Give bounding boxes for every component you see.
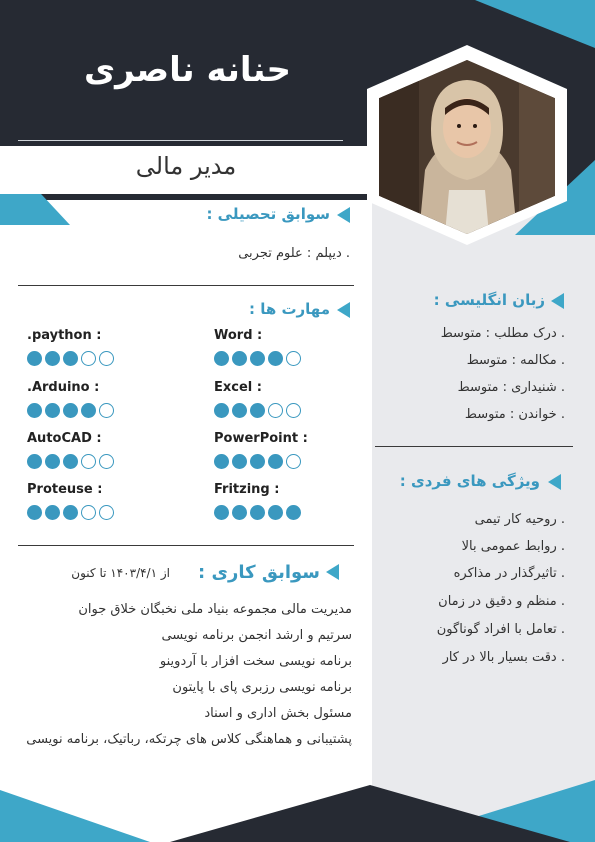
- skill-label: Excel :: [214, 380, 262, 395]
- triangle-left-icon: [326, 564, 339, 580]
- skill-rating: [214, 351, 301, 366]
- rating-dot-filled: [232, 403, 247, 418]
- triangle-left-icon: [548, 474, 561, 490]
- rating-dot-empty: [286, 351, 301, 366]
- rating-dot-filled: [45, 403, 60, 418]
- rating-dot-filled: [45, 505, 60, 520]
- job-title: مدیر مالی: [135, 152, 237, 180]
- rating-dot-filled: [27, 454, 42, 469]
- rating-dot-filled: [214, 454, 229, 469]
- rating-dot-filled: [214, 403, 229, 418]
- rating-dot-filled: [232, 505, 247, 520]
- rating-dot-filled: [232, 454, 247, 469]
- trait-item: . روحیه کار تیمی: [474, 512, 565, 527]
- experience-item: برنامه نویسی رزبری پای با پایتون: [172, 680, 352, 695]
- skill-label: PowerPoint :: [214, 431, 308, 446]
- trait-item: . منظم و دقیق در زمان: [438, 594, 565, 609]
- experience-date: از ۱۴۰۳/۴/۱ تا کنون: [71, 566, 170, 580]
- rating-dot-empty: [99, 351, 114, 366]
- triangle-left-icon: [337, 302, 350, 318]
- rating-dot-filled: [250, 505, 265, 520]
- skill-item: [214, 380, 301, 418]
- rating-dot-filled: [27, 505, 42, 520]
- skill-rating: [214, 403, 301, 418]
- triangle-left-icon: [551, 293, 564, 309]
- skill-item: [214, 482, 301, 520]
- rating-dot-filled: [81, 403, 96, 418]
- skill-item: [27, 380, 114, 418]
- rating-dot-filled: [63, 505, 78, 520]
- rating-dot-filled: [45, 351, 60, 366]
- english-item: . خواندن : متوسط: [464, 407, 565, 422]
- rating-dot-filled: [214, 351, 229, 366]
- skill-item: [27, 328, 114, 366]
- rating-dot-filled: [250, 454, 265, 469]
- header-corner-accent: [475, 0, 595, 48]
- traits-title: ویژگی های فردی :: [399, 472, 540, 490]
- rating-dot-empty: [286, 454, 301, 469]
- skill-label: Fritzing :: [214, 482, 280, 497]
- rating-dot-filled: [232, 351, 247, 366]
- rating-dot-filled: [63, 454, 78, 469]
- experience-title: سوابق کاری :: [198, 562, 320, 583]
- education-item: . دیپلم : علوم تجربی: [238, 246, 350, 261]
- trait-item: . دقت بسیار بالا در کار: [442, 650, 565, 665]
- experience-item: مسئول بخش اداری و اسناد: [204, 706, 352, 721]
- bottom-dark-shape: [170, 785, 570, 842]
- rating-dot-filled: [63, 351, 78, 366]
- skill-item: [214, 431, 308, 469]
- section-divider: [375, 446, 573, 447]
- skill-rating: [27, 454, 114, 469]
- rating-dot-empty: [99, 403, 114, 418]
- skill-rating: [27, 403, 114, 418]
- skill-item: [27, 431, 114, 469]
- rating-dot-empty: [99, 505, 114, 520]
- rating-dot-filled: [45, 454, 60, 469]
- skill-rating: [214, 505, 301, 520]
- education-title: سوابق تحصیلی :: [206, 205, 330, 223]
- skill-rating: [27, 505, 114, 520]
- skill-rating: [27, 351, 114, 366]
- section-divider: [18, 545, 354, 546]
- english-item: . شنیداری : متوسط: [457, 380, 565, 395]
- rating-dot-filled: [268, 454, 283, 469]
- rating-dot-empty: [81, 505, 96, 520]
- rating-dot-filled: [250, 351, 265, 366]
- skill-label: .paython :: [27, 328, 102, 343]
- skill-rating: [214, 454, 308, 469]
- skill-label: Word :: [214, 328, 263, 343]
- skills-title: مهارت ها :: [248, 300, 330, 318]
- rating-dot-filled: [214, 505, 229, 520]
- experience-item: مدیریت مالی مجموعه بنیاد ملی نخبگان خلاق جوان: [78, 602, 352, 617]
- rating-dot-empty: [286, 403, 301, 418]
- english-title: زبان انگلیسی :: [433, 291, 545, 309]
- english-item: . درک مطلب : متوسط: [440, 326, 565, 341]
- section-divider: [18, 285, 354, 286]
- rating-dot-empty: [268, 403, 283, 418]
- skill-label: Proteuse :: [27, 482, 103, 497]
- skill-label: .Arduino :: [27, 380, 100, 395]
- rating-dot-filled: [268, 505, 283, 520]
- trait-item: . روابط عمومی بالا: [461, 539, 565, 554]
- rating-dot-filled: [268, 351, 283, 366]
- rating-dot-filled: [27, 351, 42, 366]
- skill-item: [27, 482, 114, 520]
- english-item: . مکالمه : متوسط: [466, 353, 565, 368]
- skill-label: AutoCAD :: [27, 431, 102, 446]
- trait-item: . تاثیرگذار در مذاکره: [453, 566, 565, 581]
- candidate-name: حنانه ناصری: [83, 50, 292, 90]
- experience-item: برنامه نویسی سخت افزار با آردوینو: [159, 654, 352, 669]
- rating-dot-filled: [286, 505, 301, 520]
- rating-dot-filled: [250, 403, 265, 418]
- rating-dot-empty: [81, 351, 96, 366]
- trait-item: . تعامل با افراد گوناگون: [436, 622, 565, 637]
- rating-dot-empty: [99, 454, 114, 469]
- triangle-left-icon: [337, 207, 350, 223]
- rating-dot-filled: [63, 403, 78, 418]
- experience-item: سرتیم و ارشد انجمن برنامه نویسی: [161, 628, 352, 643]
- rating-dot-empty: [81, 454, 96, 469]
- skill-item: [214, 328, 301, 366]
- bottom-left-accent: [0, 790, 150, 842]
- experience-item: پشتیبانی و هماهنگی کلاس های چرتکه، رباتیک، برنامه نویسی: [26, 732, 352, 747]
- header-divider: [18, 140, 343, 141]
- rating-dot-filled: [27, 403, 42, 418]
